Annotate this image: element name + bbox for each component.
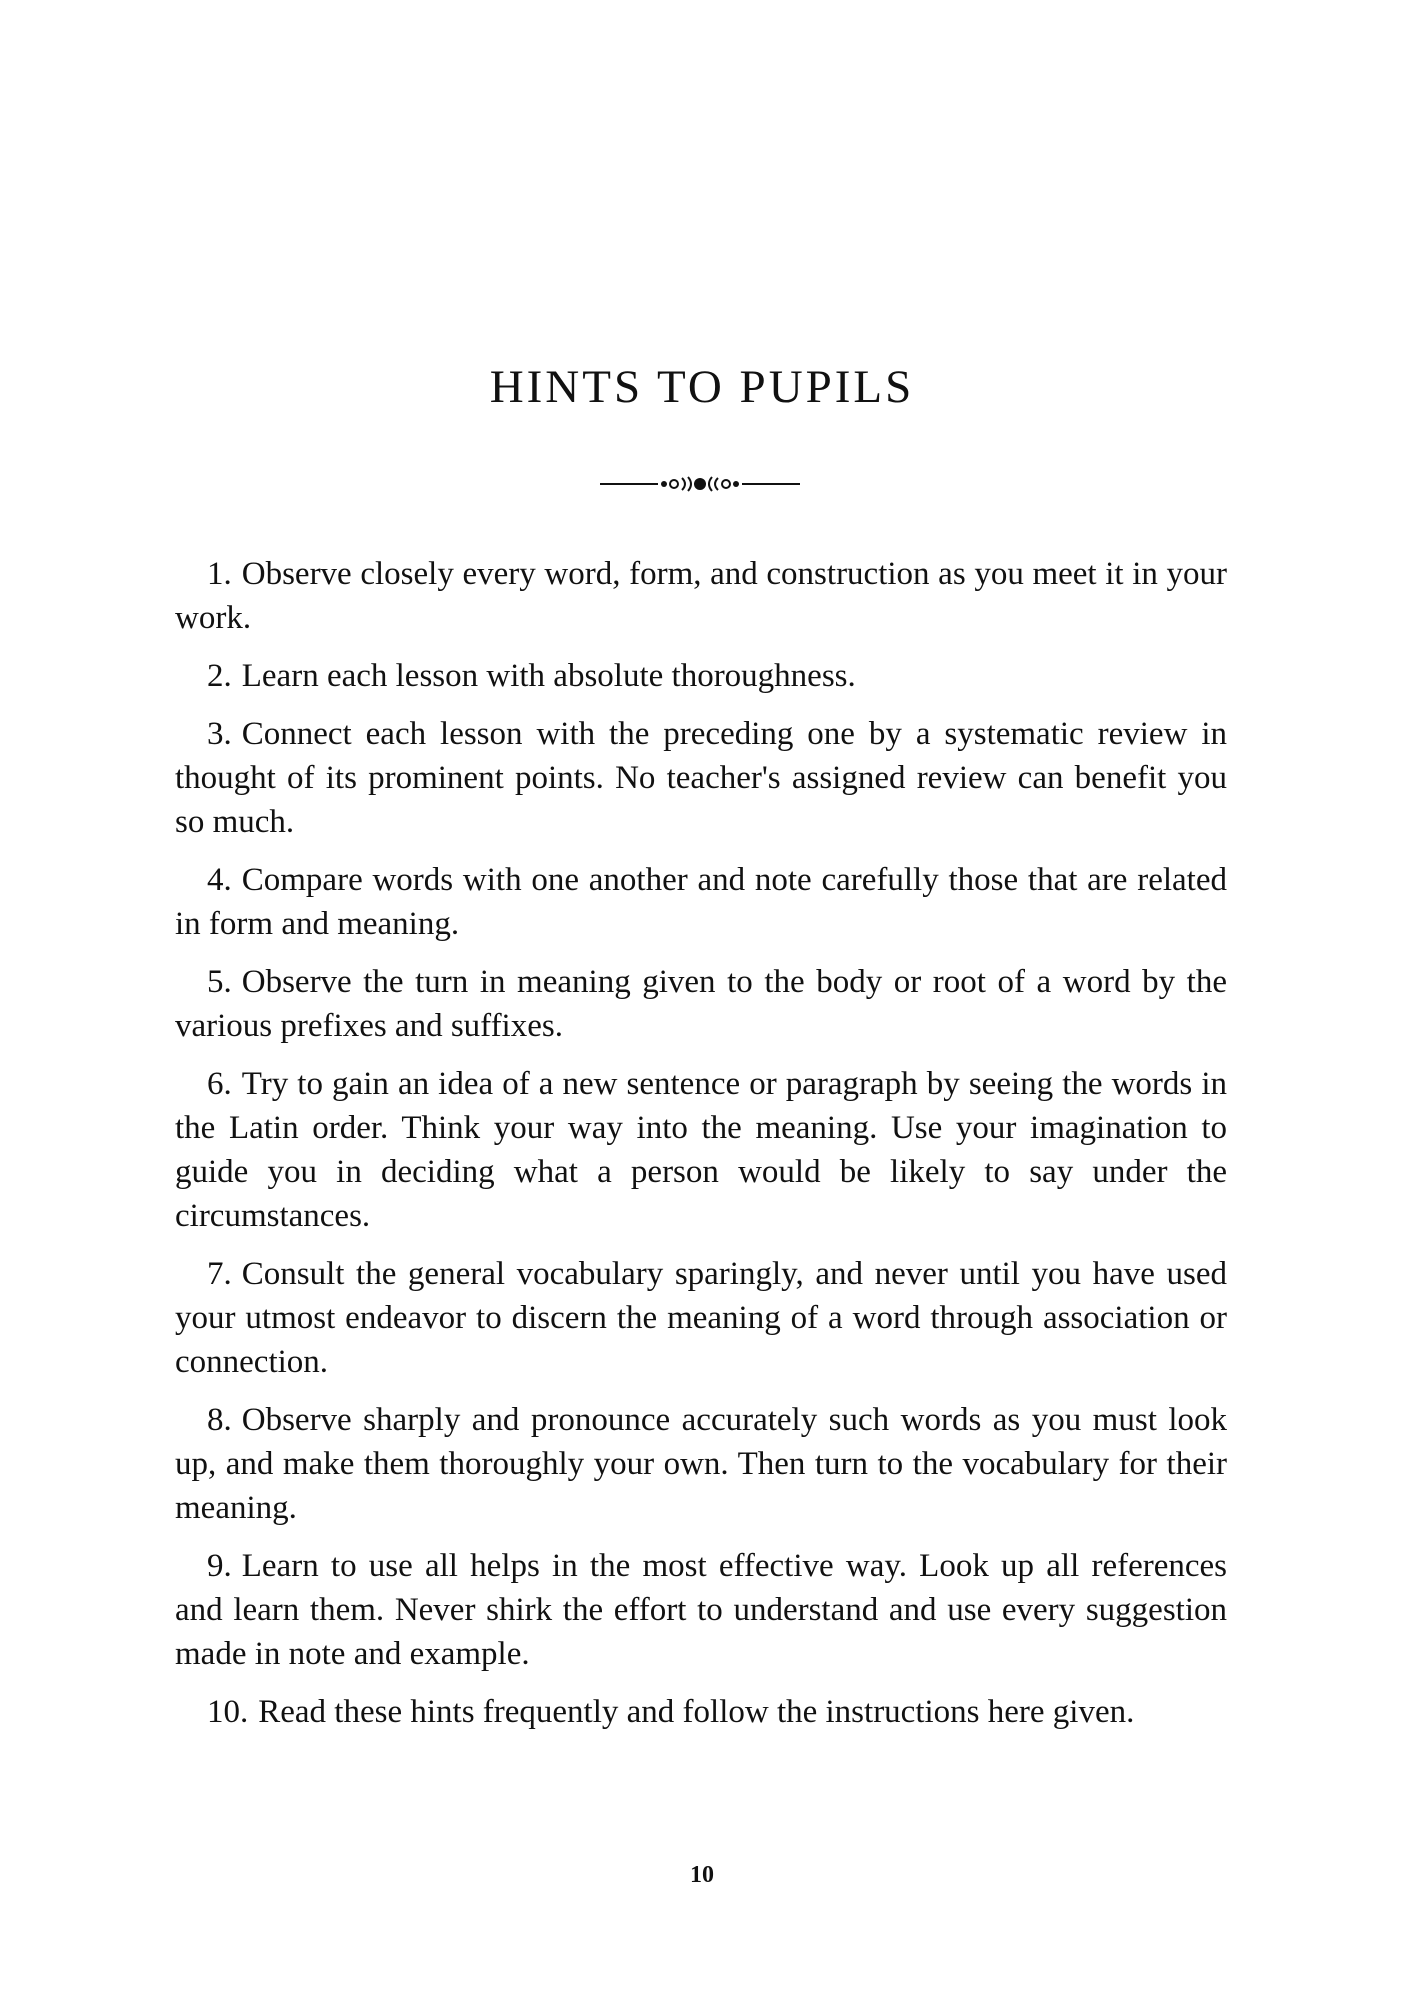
page-number: 10 bbox=[690, 1862, 714, 1888]
hint-number: 5. bbox=[207, 964, 232, 1000]
hint-number: 10. bbox=[207, 1694, 249, 1730]
hint-number: 2. bbox=[207, 658, 232, 694]
hint-number: 1. bbox=[207, 556, 232, 592]
page-title: HINTS TO PUPILS bbox=[489, 361, 915, 413]
hint-item bbox=[175, 858, 1227, 946]
hint-text: Compare words with one another and note carefully those that are related in form and meaning. bbox=[175, 862, 1227, 942]
hint-number: 6. bbox=[207, 1066, 232, 1102]
hint-text: Observe closely every word, form, and construction as you meet it in your work. bbox=[175, 556, 1227, 636]
hint-text: Consult the general vocabulary sparingly, and never until you have used your utmost endeavor to discern the meaning of a word through association or connection. bbox=[175, 1256, 1227, 1380]
hint-text: Observe sharply and pronounce accurately such words as you must look up, and make them thoroughly your own. Then turn to the vocabulary for their meaning. bbox=[175, 1402, 1227, 1526]
hint-item bbox=[175, 1690, 1227, 1734]
hint-item bbox=[175, 1544, 1227, 1676]
hint-item bbox=[175, 654, 1227, 698]
hint-item bbox=[175, 552, 1227, 640]
hint-text: Observe the turn in meaning given to the body or root of a word by the various prefixes and suffixes. bbox=[175, 964, 1227, 1044]
hint-item bbox=[175, 1062, 1227, 1238]
hint-text: Learn to use all helps in the most effective way. Look up all references and learn them. Never shirk the effort to understand and use every suggestion made in note and example. bbox=[175, 1548, 1227, 1672]
hint-number: 3. bbox=[207, 716, 232, 752]
hint-item bbox=[175, 712, 1227, 844]
hint-number: 9. bbox=[207, 1548, 232, 1584]
hint-number: 4. bbox=[207, 862, 232, 898]
hint-text: Read these hints frequently and follow the instructions here given. bbox=[258, 1694, 1135, 1730]
hint-item bbox=[175, 1252, 1227, 1384]
hints-list bbox=[175, 552, 1227, 1748]
decorative-divider-icon bbox=[600, 472, 800, 496]
hint-number: 8. bbox=[207, 1402, 232, 1438]
hint-number: 7. bbox=[207, 1256, 232, 1292]
hint-text: Connect each lesson with the preceding one by a systematic review in thought of its prominent points. No teacher's assigned review can benefit you so much. bbox=[175, 716, 1227, 840]
hint-text: Try to gain an idea of a new sentence or paragraph by seeing the words in the Latin order. Think your way into the meaning. Use your imagination to guide you in deciding what a person would be likely to say under the circumstances. bbox=[175, 1066, 1227, 1234]
hint-item bbox=[175, 1398, 1227, 1530]
hint-text: Learn each lesson with absolute thoroughness. bbox=[241, 658, 856, 694]
hint-item bbox=[175, 960, 1227, 1048]
